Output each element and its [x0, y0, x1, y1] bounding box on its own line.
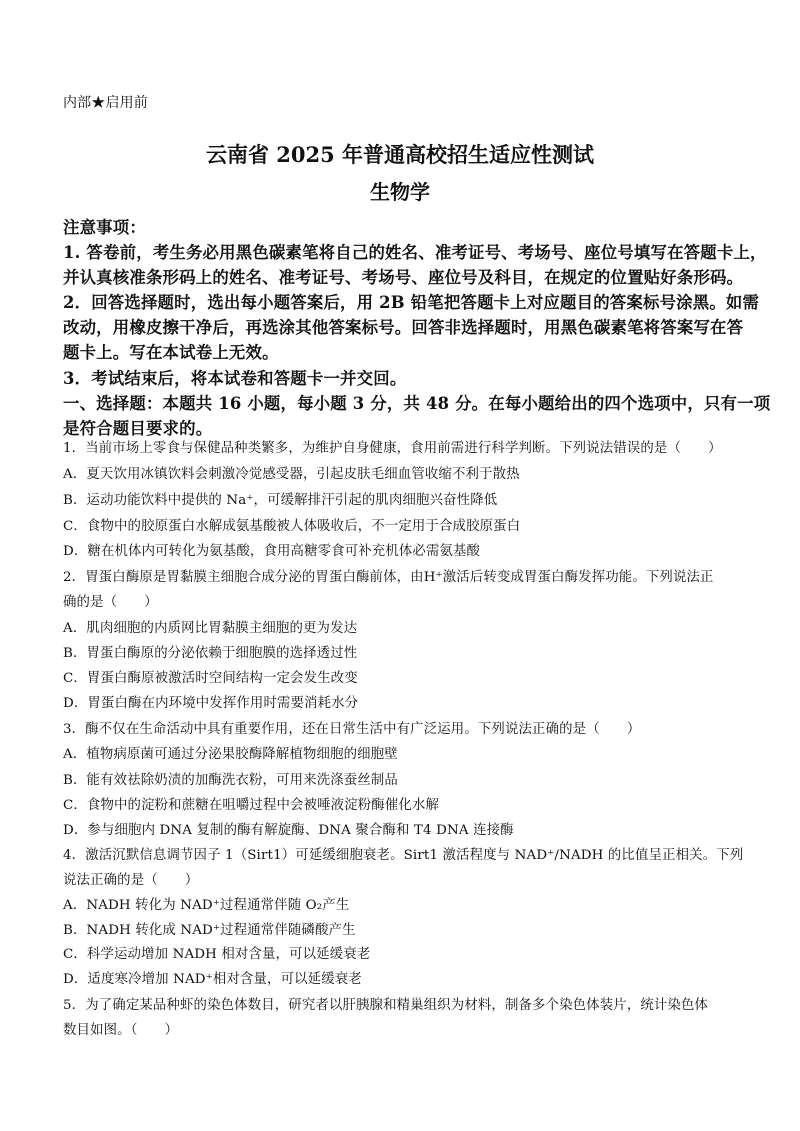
- page-title: 云南省 2025 年普通高校招生适应性测试: [205, 142, 595, 167]
- question-option: B．NADH 转化成 NAD⁺过程通常伴随磷酸产生: [63, 923, 356, 938]
- note-line: 2．回答选择题时，选出每小题答案后，用 2B 铅笔把答题卡上对应题目的答案标号涂黑。如需: [63, 293, 760, 312]
- notes-heading: 注意事项：: [63, 218, 146, 237]
- question-option: A．肌肉细胞的内质网比胃黏膜主细胞的更为发达: [63, 621, 358, 636]
- note-line: 改动，用橡皮擦干净后，再选涂其他答案标号。回答非选择题时，用黑色碳素笔将答案写在答: [63, 318, 744, 337]
- question-stem: 确的是（ ）: [63, 595, 158, 610]
- question-stem: 说法正确的是（ ）: [63, 873, 199, 888]
- question-option: D．胃蛋白酶在内环境中发挥作用时需要消耗水分: [63, 696, 359, 711]
- question-stem: 3．酶不仅在生命活动中具有重要作用，还在日常生活中有广泛运用。下列说法正确的是（ ）: [63, 722, 641, 737]
- question-option: A．夏天饮用冰镇饮料会刺激冷觉感受器，引起皮肤毛细血管收缩不利于散热: [63, 467, 520, 482]
- question-stem: 5．为了确定某品种虾的染色体数目，研究者以肝胰腺和精巢组织为材料，制备多个染色体装片，统计染色体: [63, 998, 709, 1013]
- question-option: B．胃蛋白酶原的分泌依赖于细胞膜的选择透过性: [63, 646, 358, 661]
- question-stem: 数目如图。（ ）: [63, 1023, 179, 1038]
- question-stem: 4．激活沉默信息调节因子 1（Sirt1）可延缓细胞衰老。Sirt1 激活程度与 NAD⁺/NADH 的比值呈正相关。下列: [63, 848, 744, 863]
- section-heading: 是符合题目要求的。: [63, 419, 213, 438]
- subject-title: 生物学: [370, 180, 430, 204]
- note-line: 题卡上。写在本试卷上无效。: [63, 343, 279, 362]
- question-option: D．适度寒冷增加 NAD⁺相对含量，可以延缓衰老: [63, 972, 362, 987]
- section-heading: 一、选择题：本题共 16 小题，每小题 3 分，共 48 分。在每小题给出的四个选项中，只有一项: [63, 394, 771, 413]
- question-option: C．科学运动增加 NADH 相对含量，可以延缓衰老: [63, 947, 371, 962]
- question-option: C．食物中的胶原蛋白水解成氨基酸被人体吸收后，不一定用于合成胶原蛋白: [63, 519, 521, 534]
- note-line: 1. 答卷前，考生务必用黑色碳素笔将自己的姓名、准考证号、考场号、座位号填写在答题卡上，: [63, 243, 767, 262]
- question-option: C．食物中的淀粉和蔗糖在咀嚼过程中会被唾液淀粉酶催化水解: [63, 798, 439, 813]
- question-option: B．能有效祛除奶渍的加酶洗衣粉，可用来洗涤蚕丝制品: [63, 773, 398, 788]
- note-line: 并认真核准条形码上的姓名、准考证号、考场号、座位号及科目，在规定的位置贴好条形码。: [63, 268, 744, 287]
- confidential-label: 内部★启用前: [63, 95, 148, 111]
- question-option: C．胃蛋白酶原被激活时空间结构一定会发生改变: [63, 671, 358, 686]
- question-stem: 2．胃蛋白酶原是胃黏膜主细胞合成分泌的胃蛋白酶前体，由H⁺激活后转变成胃蛋白酶发挥功能。下列说法正: [63, 570, 714, 585]
- question-option: A．NADH 转化为 NAD⁺过程通常伴随 O₂产生: [63, 898, 350, 913]
- question-stem: 1．当前市场上零食与保健品种类繁多，为维护自身健康，食用前需进行科学判断。下列说法错误的是（ ）: [63, 441, 722, 456]
- question-option: B．运动功能饮料中提供的 Na⁺，可缓解排汗引起的肌肉细胞兴奋性降低: [63, 493, 498, 508]
- question-option: D．糖在机体内可转化为氨基酸，食用高糖零食可补充机体必需氨基酸: [63, 544, 481, 559]
- question-option: D．参与细胞内 DNA 复制的酶有解旋酶、DNA 聚合酶和 T4 DNA 连接酶: [63, 823, 514, 838]
- note-line: 3．考试结束后，将本试卷和答题卡一并交回。: [63, 369, 407, 388]
- question-option: A．植物病原菌可通过分泌果胶酶降解植物细胞的细胞壁: [63, 747, 398, 762]
